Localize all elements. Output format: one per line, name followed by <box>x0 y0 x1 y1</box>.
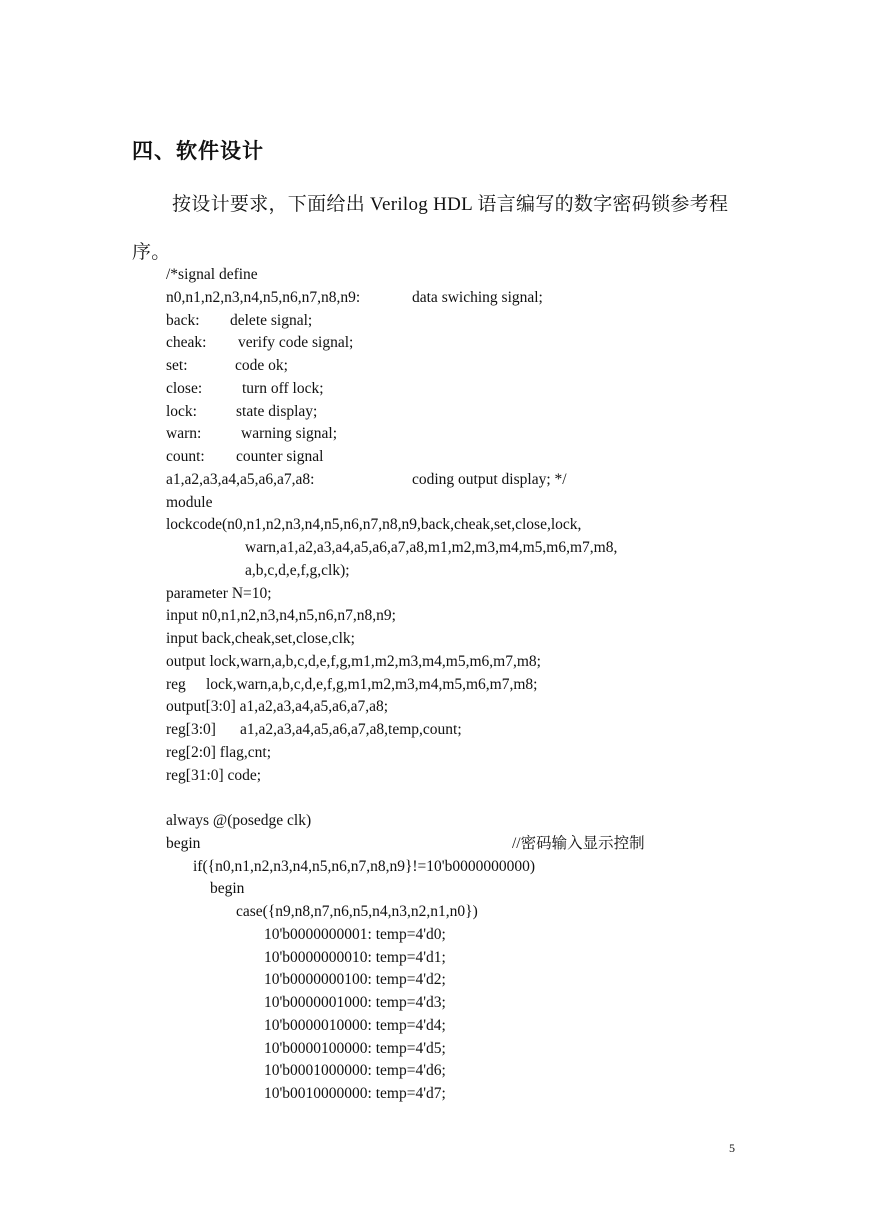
code-text: module <box>166 493 213 511</box>
code-text: close: <box>166 379 203 397</box>
code-text: cheak: <box>166 334 207 352</box>
code-text: 10'b0000010000: temp=4'd4; <box>264 1016 446 1034</box>
code-comment: //密码输入显示控制 <box>512 834 645 852</box>
code-text: a1,a2,a3,a4,a5,a6,a7,a8,temp,count; <box>240 721 462 738</box>
code-line <box>166 469 786 492</box>
code-text: reg[3:0] <box>166 721 216 738</box>
code-line <box>166 423 786 446</box>
code-text: input back,cheak,set,close,clk; <box>166 630 355 647</box>
code-text: warn: <box>166 425 202 443</box>
intro-paragraph: 按设计要求，下面给出 Verilog HDL 语言编写的数字密码锁参考程序。 <box>132 194 729 263</box>
code-line <box>166 537 786 560</box>
code-text: 10'b0000000010: temp=4'd1; <box>264 948 446 966</box>
code-text: output lock,warn,a,b,c,d,e,f,g,m1,m2,m3,m4,m5,m6,m7,m8; <box>166 652 541 670</box>
code-text: 10'b0000001000: temp=4'd3; <box>264 994 446 1011</box>
code-comment: coding output display; */ <box>412 470 567 488</box>
code-line-blank <box>166 787 786 810</box>
code-text: parameter N=10; <box>166 584 272 602</box>
code-line <box>166 810 786 833</box>
code-line <box>166 901 786 924</box>
code-line <box>166 924 786 947</box>
code-comment: warning signal; <box>241 425 337 443</box>
code-comment: turn off lock; <box>242 379 324 397</box>
code-line <box>166 833 786 856</box>
code-text: 10'b0010000000: temp=4'd7; <box>264 1085 446 1102</box>
code-line <box>166 992 786 1015</box>
section-heading: 四、软件设计 <box>132 139 264 163</box>
code-text: case({n9,n8,n7,n6,n5,n4,n3,n2,n1,n0}) <box>236 903 478 920</box>
code-text: count: <box>166 448 205 465</box>
code-line <box>166 765 786 788</box>
code-line <box>166 628 786 651</box>
code-line <box>166 446 786 469</box>
code-line <box>166 878 786 901</box>
code-line <box>166 287 786 310</box>
code-comment: counter signal <box>236 448 324 465</box>
code-comment: code ok; <box>235 357 288 374</box>
code-text: reg <box>166 675 186 693</box>
code-line <box>166 1083 786 1106</box>
code-line <box>166 1060 786 1083</box>
code-text: lockcode(n0,n1,n2,n3,n4,n5,n6,n7,n8,n9,back,cheak,set,close,lock, <box>166 516 582 534</box>
code-line <box>166 696 786 719</box>
code-line <box>166 355 786 378</box>
code-text: reg[2:0] flag,cnt; <box>166 743 272 761</box>
code-text: warn,a1,a2,a3,a4,a5,a6,a7,a8,m1,m2,m3,m4,m5,m6,m7,m8, <box>245 539 618 556</box>
code-line <box>166 856 786 879</box>
code-text: /*signal define <box>166 266 258 283</box>
code-comment: delete signal; <box>230 311 313 329</box>
code-text: a,b,c,d,e,f,g,clk); <box>245 561 350 579</box>
code-line <box>166 332 786 355</box>
code-text: begin <box>210 880 245 898</box>
code-text: set: <box>166 357 188 374</box>
code-text: 10'b0000000100: temp=4'd2; <box>264 971 446 989</box>
code-text: reg[31:0] code; <box>166 766 262 784</box>
code-text: output[3:0] a1,a2,a3,a4,a5,a6,a7,a8; <box>166 698 389 716</box>
code-text: begin <box>166 834 201 852</box>
code-text: 10'b0000000001: temp=4'd0; <box>264 925 446 943</box>
code-line <box>166 583 786 606</box>
code-line <box>166 969 786 992</box>
code-listing <box>166 264 786 1106</box>
code-line <box>166 651 786 674</box>
code-text: always @(posedge clk) <box>166 812 312 829</box>
code-line <box>166 674 786 697</box>
code-text: 10'b0001000000: temp=4'd6; <box>264 1062 446 1080</box>
code-line <box>166 514 786 537</box>
code-comment: state display; <box>236 402 318 420</box>
code-line <box>166 401 786 424</box>
code-text: if({n0,n1,n2,n3,n4,n5,n6,n7,n8,n9}!=10'b0000000000) <box>193 857 535 875</box>
code-line <box>166 1038 786 1061</box>
code-text: back: <box>166 311 200 329</box>
code-line <box>166 719 786 742</box>
code-line <box>166 264 786 287</box>
code-line <box>166 378 786 401</box>
code-line <box>166 947 786 970</box>
code-comment: data swiching signal; <box>412 288 543 306</box>
code-line <box>166 560 786 583</box>
code-line <box>166 742 786 765</box>
code-text: 10'b0000100000: temp=4'd5; <box>264 1039 446 1057</box>
code-text: input n0,n1,n2,n3,n4,n5,n6,n7,n8,n9; <box>166 607 396 625</box>
code-text: a1,a2,a3,a4,a5,a6,a7,a8: <box>166 470 315 488</box>
code-text: lock: <box>166 402 197 420</box>
code-comment: verify code signal; <box>238 334 354 352</box>
code-line <box>166 1015 786 1038</box>
code-line <box>166 492 786 515</box>
page-number: 5 <box>729 1141 735 1155</box>
code-text: n0,n1,n2,n3,n4,n5,n6,n7,n8,n9: <box>166 288 361 306</box>
code-line <box>166 310 786 333</box>
code-line <box>166 605 786 628</box>
code-text: lock,warn,a,b,c,d,e,f,g,m1,m2,m3,m4,m5,m6,m7,m8; <box>206 675 538 693</box>
